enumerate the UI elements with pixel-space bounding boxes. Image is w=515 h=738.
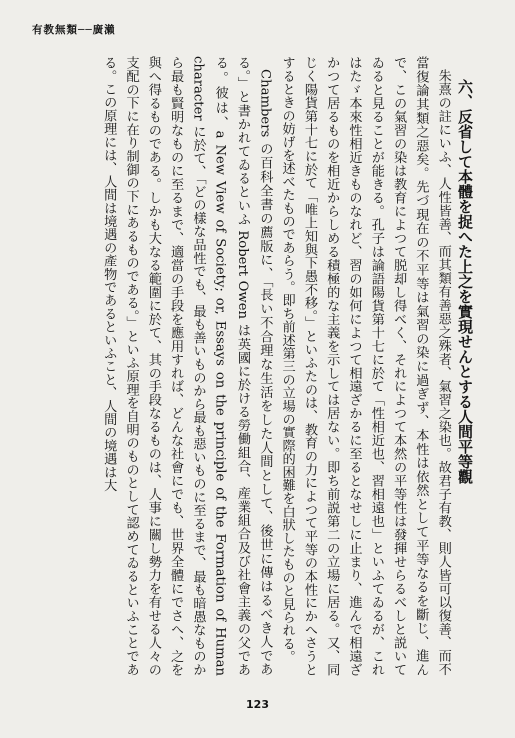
- page-body: [24, 56, 492, 676]
- page-number: 123: [246, 698, 269, 711]
- running-header: 有教無類──廣瀨: [32, 24, 116, 36]
- paragraph: Chambers の百科全書の薦版に、「長い不合理な生活をした人間として、後世に傳はるべき人である。」と書かれてゐるといふ Robert Owen は英國に於ける勞働組合、産業組合及び社會主義の父である。彼は、a New View of Society; or, Essays on the principle of the Formation of Human character に於て、「どの樣な品性でも、最も善いものから最も惡いものに至るまで、最も暗愚なものから最も賢明なものに至るまで、適當の手段を應用すれば、どんな社會にでも、世界全體にでさへ、之を與へ得るものである。しかも大なる範圍に於て、其の手段なるものは、人事に關し勢力を有せる人々の支配の下に在り制御の下にあるものである。」といふ原理を自明のものとして認めてゐるといふことである。この原理には、人間は境遇の產物であるといふこと、人間の境遇は大: [101, 56, 273, 676]
- paragraph: 朱熹の註にいふ、人性皆善、而其類有善惡之殊者、氣習之染也。故君子有教、則人皆可以復善、而不當復論其類之惡矣。先づ現在の不平等は氣習の染に過ぎず、本性は依然として平等なるを斷じ、進んで、この氣習の染は教育によつて脱却し得べく、それによつて本然の平等性は發揮せらるべしと説いてゐると見ることが能きる。孔子は論語陽貨第十七に於て「性相近也、習相遠也」といふてゐるが、これはたゞ本來性相近きものなれど、習の如何によつて相遠ざかるに至るとなせしに止まり、進んで相遠ざかつて居るものを相近からしめる積極的な主義を示しては居ない。即ち前説第二の立場に居る。又、同じく陽貨第十七に於て「唯上知與下愚不移。」といふたのは、教育の力によつて平等の本性にかへさうとするときの妨げを述べたものであらう。即ち前述第三の立場の實際的困難を白狀したものと見られる。: [279, 56, 451, 676]
- section-title: 六、反省して本體を捉へた上之を實現せんとする人間平等觀: [456, 78, 474, 484]
